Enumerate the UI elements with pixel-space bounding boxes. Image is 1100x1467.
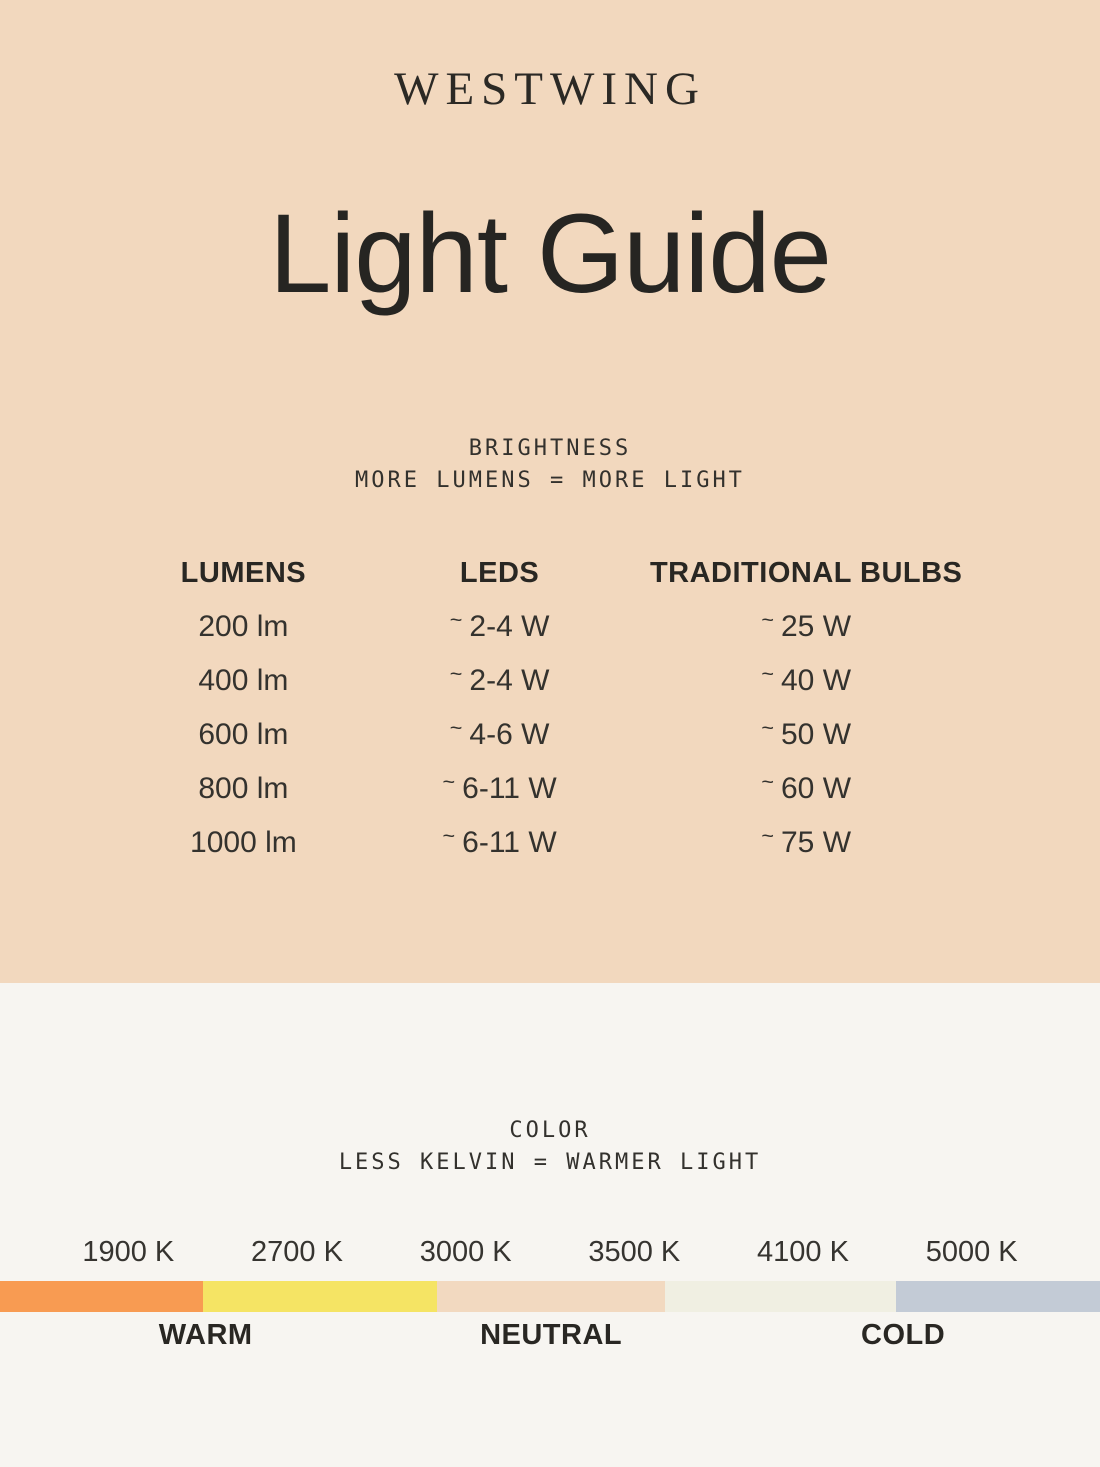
bulbs-wattage: 25 W (780, 610, 852, 643)
temperature-labels-row (0, 1321, 1100, 1351)
page-title: Light Guide (269, 191, 831, 316)
brightness-heading: BRIGHTNESS (468, 436, 632, 461)
leds-value (357, 660, 643, 697)
bulbs-value (642, 768, 970, 805)
scale-segment-neutral-peach (437, 1281, 665, 1312)
bulbs-wattage: 75 W (780, 826, 852, 859)
brightness-table (130, 559, 970, 858)
table-row (130, 822, 970, 859)
leds-value (357, 822, 643, 859)
bulbs-wattage: 40 W (780, 664, 852, 697)
approx-symbol: ~ (761, 822, 774, 848)
leds-wattage: 6-11 W (462, 772, 557, 805)
kelvin-label: 5000 K (925, 1236, 1018, 1268)
brightness-subheading: MORE LUMENS = MORE LIGHT (355, 468, 745, 493)
color-temperature-scale (0, 1281, 1100, 1312)
lumens-value: 1000 lm (190, 826, 297, 859)
column-header-leds: LEDS (459, 557, 540, 589)
leds-wattage: 2-4 W (469, 664, 550, 697)
approx-symbol: ~ (449, 606, 463, 632)
lumens-value: 200 lm (198, 610, 289, 643)
bulbs-wattage: 50 W (780, 718, 852, 751)
approx-symbol: ~ (449, 660, 463, 686)
leds-value (357, 714, 643, 751)
bulbs-wattage: 60 W (780, 772, 852, 805)
approx-symbol: ~ (761, 660, 774, 686)
table-row (130, 768, 970, 805)
leds-wattage: 6-11 W (462, 826, 557, 859)
leds-wattage: 2-4 W (469, 610, 550, 643)
leds-wattage: 4-6 W (469, 718, 550, 751)
scale-segment-cold-blue (896, 1281, 1100, 1312)
approx-symbol: ~ (761, 606, 774, 632)
leds-value (357, 768, 643, 805)
color-subheading: LESS KELVIN = WARMER LIGHT (338, 1150, 762, 1175)
bulbs-value (642, 660, 970, 697)
column-header-lumens: LUMENS (180, 557, 307, 589)
temperature-label-neutral: NEUTRAL (480, 1319, 623, 1351)
color-section (0, 983, 1100, 1467)
table-row (130, 606, 970, 643)
approx-symbol: ~ (442, 822, 456, 848)
kelvin-label: 4100 K (757, 1236, 849, 1268)
kelvin-label: 3000 K (419, 1236, 512, 1268)
scale-segment-warm-orange (0, 1281, 203, 1312)
bulbs-value (642, 606, 970, 643)
table-row (130, 660, 970, 697)
lumens-value: 400 lm (198, 664, 289, 697)
approx-symbol: ~ (761, 714, 774, 740)
scale-segment-neutral-cream (665, 1281, 897, 1312)
column-header-traditional-bulbs: TRADITIONAL BULBS (649, 557, 963, 589)
approx-symbol: ~ (449, 714, 463, 740)
leds-value (357, 606, 643, 643)
table-header-row (130, 559, 970, 588)
table-row (130, 714, 970, 751)
kelvin-label: 1900 K (82, 1236, 175, 1268)
bulbs-value (642, 714, 970, 751)
kelvin-labels-row (0, 1238, 1100, 1267)
approx-symbol: ~ (761, 768, 774, 794)
bulbs-value (642, 822, 970, 859)
kelvin-label: 2700 K (251, 1236, 343, 1268)
temperature-label-cold: COLD (861, 1319, 946, 1351)
scale-segment-warm-yellow (203, 1281, 437, 1312)
lumens-value: 800 lm (198, 772, 289, 805)
approx-symbol: ~ (442, 768, 456, 794)
brand-logo: WESTWING (394, 63, 706, 115)
lumens-value: 600 lm (198, 718, 289, 751)
temperature-label-warm: WARM (158, 1319, 253, 1351)
color-heading: COLOR (509, 1118, 591, 1143)
kelvin-label: 3500 K (588, 1236, 681, 1268)
